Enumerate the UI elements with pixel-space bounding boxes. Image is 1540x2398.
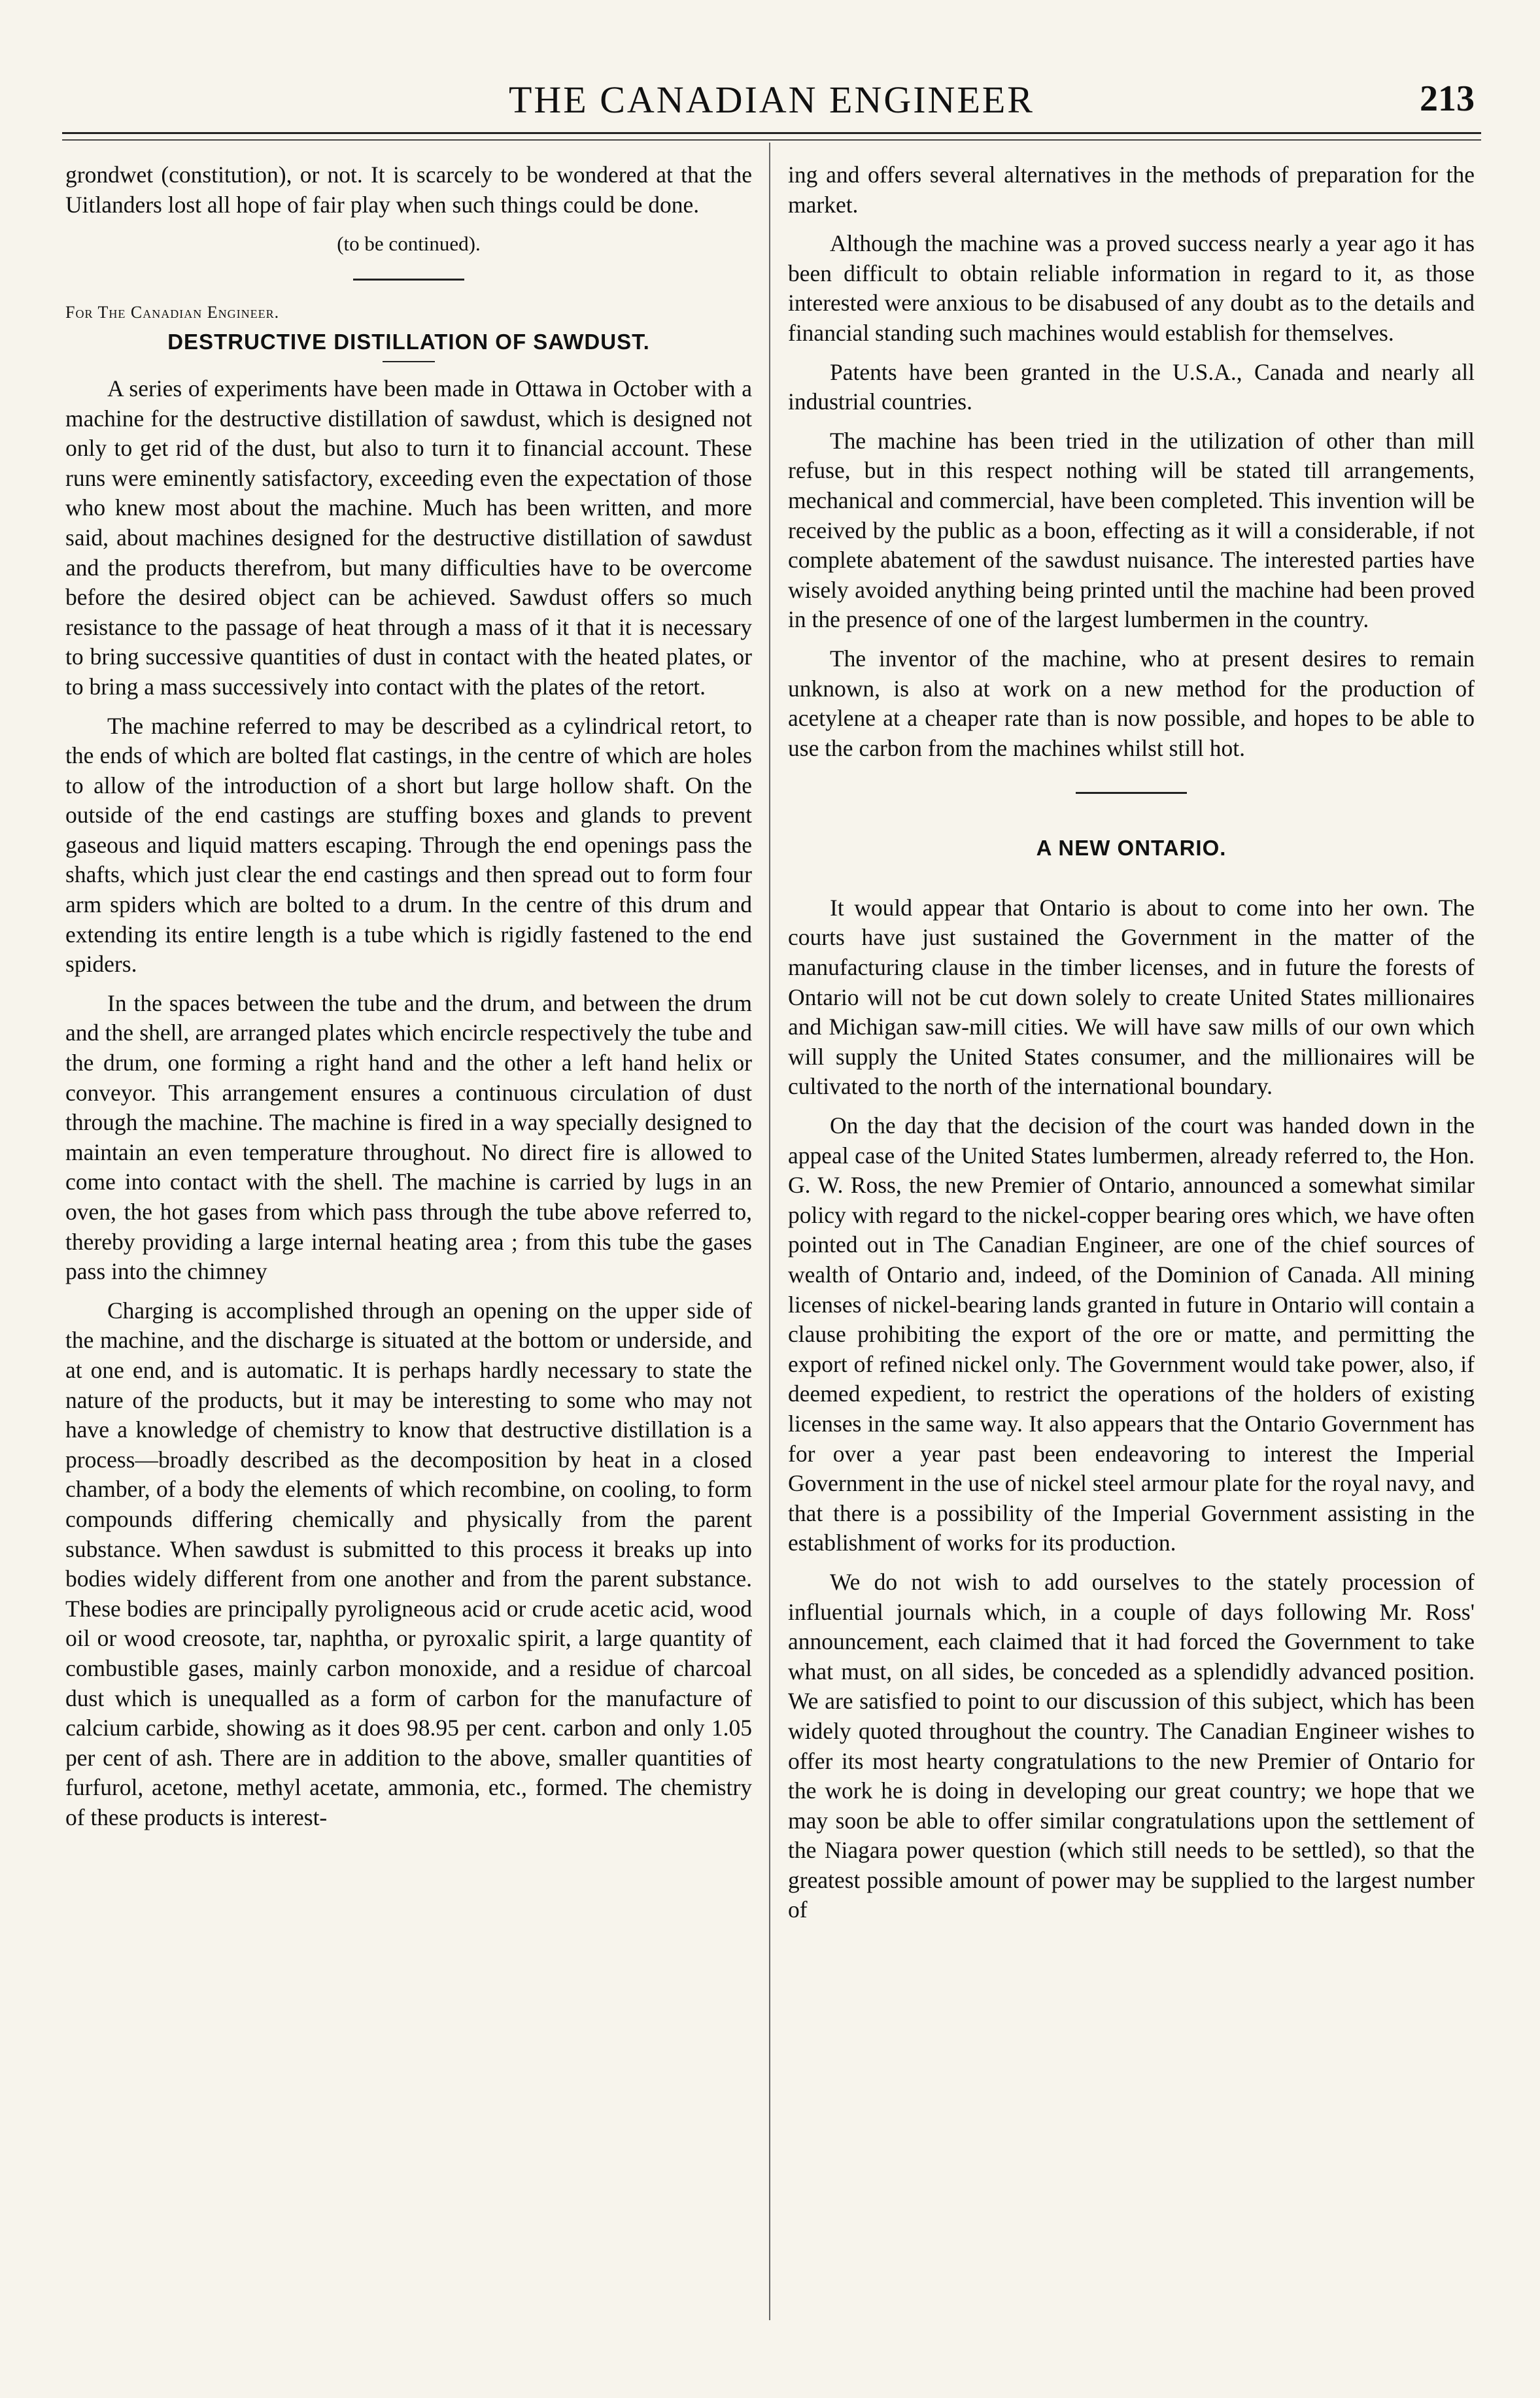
section-rule <box>1076 792 1187 794</box>
paragraph: ing and offers several alternatives in the methods of preparation for the market. <box>788 162 1475 218</box>
journal-title: THE CANADIAN ENGINEER <box>508 78 1035 121</box>
section-rule <box>353 279 464 281</box>
column-divider <box>769 143 770 2320</box>
right-column <box>788 160 1475 1934</box>
paragraph: The inventor of the machine, who at present desires to remain unknown, is also at work on a new method for the production of acetylene at a cheaper rate than is now possible, and hopes to be able to use the carbon from the machines whilst still hot. <box>788 645 1475 761</box>
continued-note: (to be continued). <box>337 232 481 256</box>
paragraph: On the day that the decision of the court was handed down in the appeal case of the United States lumbermen, already referred to, the Hon. G. W. Ross, the new Premier of Ontario, announced a somewhat similar policy with regard to the nickel-copper bearing ores which, we have often pointed out in The Canadian Engineer, are one of the chief sources of wealth of Ontario and, indeed, of the Dominion of Canada. All mining licenses of nickel-bearing lands granted in future in Ontario will contain a clause prohibiting the export of the ore or matte, and permitting the export of refined nickel only. The Government would take power, also, if deemed expedient, to restrict the operations of the holders of existing licenses in the same way. It also appears that the Ontario Government has for over a year past been endeavoring to interest the Imperial Government in the use of nickel steel armour plate for the royal navy, and that there is a possibility of the Imperial Government assisting in the establishment of works for its production. <box>788 1112 1475 1556</box>
paragraph: Charging is accomplished through an opening on the upper side of the machine, and the discharge is situated at the bottom or underside, and at one end, and is automatic. It is perhaps hardly necessary to state the nature of the products, but it may be interesting to some who may not have a knowledge of chemistry to know that destructive distillation is a process—broadly described as the decomposition by heat in a closed chamber, of a body the elements of which recombine, on cooling, to form compounds differing chemically and physically from the parent substance. When sawdust is submitted to this process it breaks up into bodies widely different from one another and from the parent substance. These bodies are principally pyroligneous acid or crude acetic acid, wood oil or wood creosote, tar, naphtha, or pyroxalic spirit, a large quantity of combustible gases, mainly carbon monoxide, and a residue of charcoal dust which is unequalled as a form of carbon for the manufacture of calcium carbide, showing as it does 98.95 per cent. carbon and only 1.05 per cent of ash. There are in addition to the above, smaller quantities of furfurol, acetone, methyl acetate, ammonia, etc., formed. The chemistry of these products is interest- <box>65 1297 752 1830</box>
article-heading-new-ontario: A NEW ONTARIO. <box>1036 836 1227 861</box>
paragraph: The machine referred to may be described as a cylindrical retort, to the ends of which are bolted flat castings, in the centre of which are holes to allow of the introduction of a short but large hollow shaft. On the outside of the end castings are stuffing boxes and glands to prevent gaseous and liquid matters escaping. Through the end openings pass the shafts, which just clear the end castings and then spread out to form four arm spiders which are bolted to a drum. In the centre of this drum and extending its entire length is a tube which is rigidly fastened to the end spiders. <box>65 712 752 978</box>
paragraph: Although the machine was a proved success nearly a year ago it has been difficult to obtain reliable information in regard to it, as those interested were anxious to be disabused of any doubt as to the details and financial standing such machines would establish for themselves. <box>788 230 1475 346</box>
byline: For The Canadian Engineer. <box>65 302 280 322</box>
paragraph: In the spaces between the tube and the drum, and between the drum and the shell, are arranged plates which encircle respectively the tube and the drum, one forming a right hand and the other a left hand helix or conveyor. This arrangement ensures a continuous circulation of dust through the machine. The machine is fired in a way specially designed to maintain an even temperature throughout. No direct fire is allowed to come into contact with the shell. The machine is carried by lugs in an oven, the hot gases from which pass through the tube above referred to, thereby providing a large internal heating area ; from this tube the gases pass into the chimney <box>65 989 752 1285</box>
heading-rule <box>383 361 435 362</box>
paragraph: A series of experiments have been made in Ottawa in October with a machine for the destructive distillation of sawdust, which is designed not only to get rid of the dust, but also to turn it to financial account. These runs were eminently satisfactory, exceeding even the expectation of those who knew most about the machine. Much has been written, and more said, about machines designed for the destructive distillation of sawdust and the products therefrom, but many difficulties have to be overcome before the desired object can be achieved. Sawdust offers so much resistance to the passage of heat through a mass of it that it is necessary to bring successive quantities of dust in contact with the heated plates, or to bring a mass successively into contact with the plates of the retort. <box>65 375 752 700</box>
paragraph: The machine has been tried in the utilization of other than mill refuse, but in this respect nothing will be stated till arrangements, mechanical and commercial, have been completed. This invention will be received by the public as a boon, effecting as it will a considerable, if not complete abatement of the sawdust nuisance. The interested parties have wisely avoided anything being printed until the machine had been proved in the presence of one of the largest lumbermen in the country. <box>788 427 1475 633</box>
paragraph: It would appear that Ontario is about to come into her own. The courts have just sustained the Government in the matter of the manufacturing clause in the timber licenses, and in future the forests of Ontario will not be cut down solely to create United States millionaires and Michigan saw-mill cities. We will have saw mills of our own which will supply the United States consumer, and the millionaires will be cultivated to the north of the international boundary. <box>788 894 1475 1100</box>
header-rule <box>62 132 1481 141</box>
page-number: 213 <box>1420 78 1475 119</box>
running-header <box>62 69 1481 131</box>
left-column <box>65 160 752 1841</box>
paragraph: We do not wish to add ourselves to the stately procession of influential journals which, in a couple of days following Mr. Ross' announcement, each claimed that it had forced the Government to take what must, on all sides, be conceded as a splendidly advanced position. We are satisfied to point to our discussion of this subject, which has been widely quoted throughout the country. The Canadian Engineer wishes to offer its most hearty congratulations to the new Premier of Ontario for the work he is doing in developing our great country; we hope that we may soon be able to offer similar congratulations upon the settlement of the Niagara power question (which still needs to be settled), so that the greatest possible amount of power may be supplied to the largest number of <box>788 1568 1475 1923</box>
article-heading-sawdust: DESTRUCTIVE DISTILLATION OF SAWDUST. <box>167 330 650 354</box>
continued-text: grondwet (constitution), or not. It is scarcely to be wondered at that the Uitlanders lost all hope of fair play when such things could be done. <box>65 162 752 218</box>
paragraph: Patents have been granted in the U.S.A., Canada and nearly all industrial countries. <box>788 358 1475 415</box>
